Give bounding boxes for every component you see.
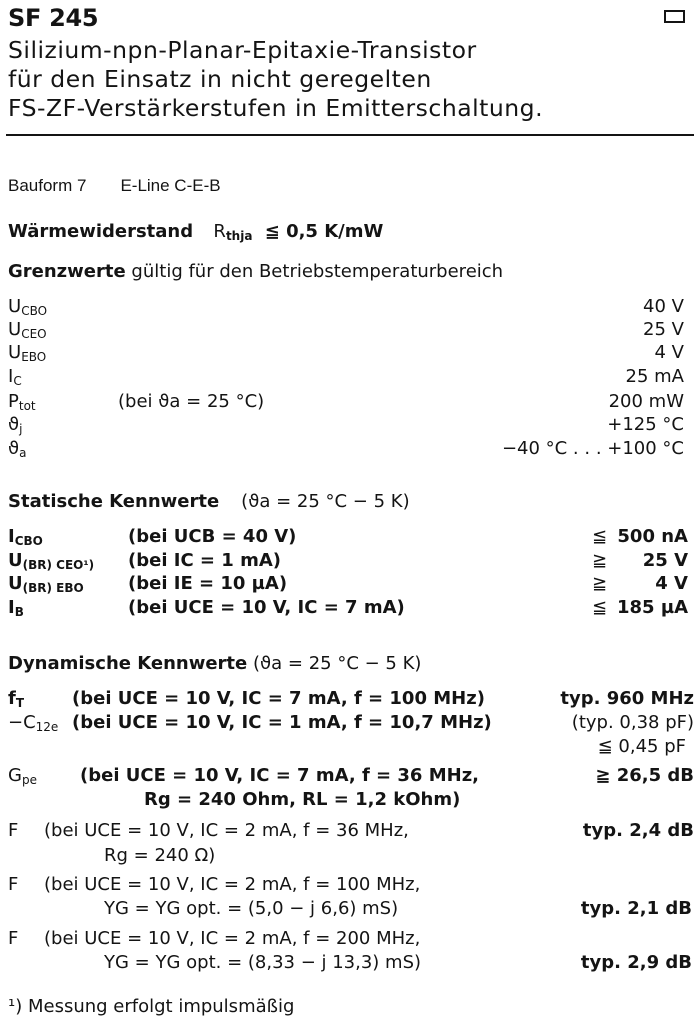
static-value: 500 nA [617, 526, 688, 547]
bauform-label: Bauform 7 [8, 176, 87, 195]
limit-row: $U_{CBO}$ 40 V [8, 296, 684, 318]
dynamic-row-f36: F (bei UCE = 10 V, IC = 2 mA, f = 36 MHz, typ. 2,4 dB [8, 820, 694, 841]
static-row: ICBO (bei UCB = 40 V) ≦ 500 nA [8, 526, 688, 548]
package-pinout: E-Line C-E-B [120, 176, 221, 195]
dynamic-f36-cond2: Rg = 240 Ω) [104, 845, 216, 866]
dynamic-f200-value: typ. 2,9 dB [580, 952, 692, 973]
limits-heading: Grenzwerte gültig für den Betriebstemperaturbereich [8, 261, 504, 282]
dynamic-row-f100: F (bei UCE = 10 V, IC = 2 mA, f = 100 MHz, [8, 874, 421, 895]
package-box-icon [664, 10, 685, 23]
static-value: 185 µA [616, 597, 688, 618]
limit-row: $U_{CEO}$ 25 V [8, 319, 684, 341]
footnote: ¹) Messung erfolgt impulsmäßig [8, 996, 295, 1017]
thermal-value: ≦ 0,5 K/mW [264, 221, 384, 242]
limit-row: $ϑ_a$ −40 °C . . . +100 °C [8, 438, 684, 460]
thermal-resistance-line [8, 221, 383, 243]
static-heading: Statische Kennwerte (ϑa = 25 °C − 5 K) [8, 491, 410, 512]
header-divider [6, 134, 694, 136]
dynamic-row-c12e: $-C_{12e}$ (bei UCE = 10 V, IC = 1 mA, f = 10,7 MHz) (typ. 0,38 pF) [8, 712, 694, 734]
static-value: 25 V [642, 550, 688, 571]
limit-row: $ϑ_j$ +125 °C [8, 414, 684, 436]
static-row: U(BR) EBO (bei IE = 10 µA) ≧ 4 V [8, 573, 688, 595]
description-line: FS-ZF-Verstärkerstufen in Emitterschaltung. [8, 94, 544, 122]
static-row: IB (bei UCE = 10 V, IC = 7 mA) ≦ 185 µA [8, 597, 688, 619]
dynamic-row-gpe: $G_{pe}$ (bei UCE = 10 V, IC = 7 mA, f = 36 MHz, ≧ 26,5 dB [8, 765, 694, 787]
description-line: für den Einsatz in nicht geregelten [8, 65, 432, 93]
datasheet-description [8, 36, 543, 123]
limit-row: $P_{tot}$ (bei ϑa = 25 °C) 200 mW [8, 391, 684, 413]
dynamic-f100-value: typ. 2,1 dB [580, 898, 692, 919]
limit-value: 4 V [654, 342, 684, 363]
dynamic-c12e-max: ≦ 0,45 pF [597, 736, 686, 757]
limit-value: 200 mW [608, 391, 684, 412]
limit-value: 25 V [643, 319, 684, 340]
limit-value: −40 °C . . . +100 °C [501, 438, 684, 459]
limit-value: +125 °C [607, 414, 684, 435]
description-line: Silizium-npn-Planar-Epitaxie-Transistor [8, 36, 477, 64]
limit-row: $I_C$ 25 mA [8, 366, 684, 388]
dynamic-gpe-cond2: Rg = 240 Ohm, RL = 1,2 kOhm) [144, 789, 461, 810]
limit-value: 25 mA [625, 366, 684, 387]
dynamic-f200-cond2: YG = YG opt. = (8,33 − j 13,3) mS) [104, 952, 422, 973]
limit-condition: (bei ϑa = 25 °C) [118, 391, 265, 412]
bauform-line [8, 176, 221, 196]
dynamic-row-f200: F (bei UCE = 10 V, IC = 2 mA, f = 200 MHz, [8, 928, 421, 949]
datasheet-title: SF 245 [8, 4, 99, 32]
dynamic-f100-cond2: YG = YG opt. = (5,0 − j 6,6) mS) [104, 898, 399, 919]
static-row: U(BR) CEO¹) (bei IC = 1 mA) ≧ 25 V [8, 550, 688, 572]
thermal-symbol: Rthja [213, 221, 253, 243]
thermal-label: Wärmewiderstand [8, 221, 194, 242]
limit-value: 40 V [643, 296, 684, 317]
dynamic-heading: Dynamische Kennwerte (ϑa = 25 °C − 5 K) [8, 653, 422, 674]
dynamic-row-ft: fT (bei UCE = 10 V, IC = 7 mA, f = 100 MHz) typ. 960 MHz [8, 688, 694, 710]
static-value: 4 V [655, 573, 688, 594]
limit-row: $U_{EBO}$ 4 V [8, 342, 684, 364]
